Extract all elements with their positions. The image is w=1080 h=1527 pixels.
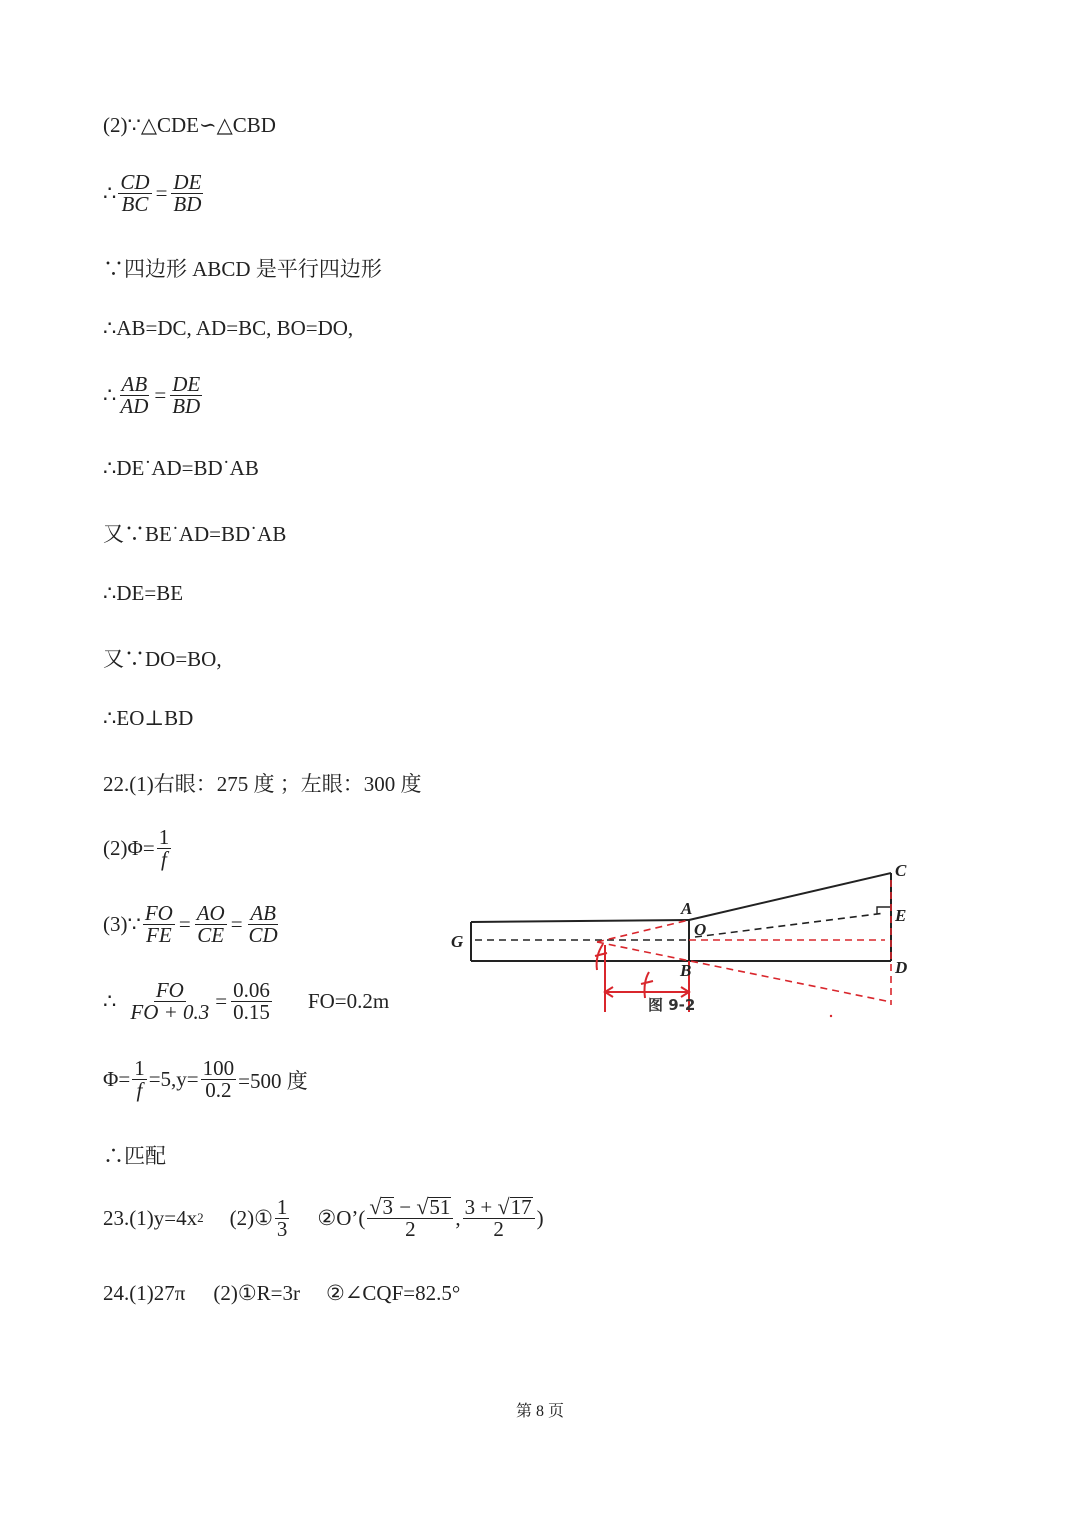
numerator	[463, 1196, 535, 1219]
numerator: 100	[202, 1056, 235, 1080]
line-12	[103, 827, 173, 870]
red-dot	[830, 1015, 832, 1017]
line-1	[103, 113, 276, 138]
text: 又∵DO=BO,	[103, 647, 222, 671]
label-e: E	[895, 906, 907, 925]
label-d: D	[895, 958, 908, 977]
fraction-sqrt-plus	[463, 1196, 535, 1240]
line-6	[103, 456, 259, 481]
radicand: 17	[510, 1195, 532, 1219]
fraction-ab-ad	[118, 374, 150, 417]
line-2	[103, 172, 205, 215]
denominator: 2	[493, 1217, 504, 1241]
numerator: DE	[173, 170, 202, 194]
fraction-1-f	[157, 827, 172, 870]
minus: −	[393, 1195, 417, 1219]
fraction-1-f	[132, 1058, 147, 1101]
fraction-ao-ce	[195, 903, 227, 946]
numerator: 1	[134, 1056, 145, 1080]
figure-9-2	[445, 860, 925, 1030]
line-11	[103, 768, 422, 798]
denominator: CE	[197, 923, 225, 947]
equals: =	[178, 912, 191, 936]
line-15	[103, 1058, 308, 1101]
numerator: AB	[250, 901, 276, 925]
text: ∵四边形 ABCD 是平行四边形	[103, 257, 382, 281]
numerator: DE	[172, 372, 201, 396]
text: 又∵BE˙AD=BD˙AB	[103, 522, 287, 546]
line-16	[103, 1140, 166, 1170]
numerator: AO	[196, 901, 225, 925]
text: (3)∵	[103, 912, 141, 936]
label-b: B	[680, 961, 692, 980]
denominator: CD	[248, 923, 278, 947]
result: FO=0.2m	[307, 989, 390, 1013]
text: 24.(1)27π	[103, 1281, 186, 1305]
line-18	[103, 1281, 460, 1306]
text: (2)①	[229, 1205, 273, 1230]
denominator: BC	[121, 192, 149, 216]
line-13	[103, 903, 282, 946]
numerator: FO	[144, 901, 173, 925]
red-f-length-mark	[641, 972, 653, 998]
equals: =	[154, 383, 167, 407]
red-ray-top	[597, 920, 689, 942]
text: (2)①R=3r	[213, 1281, 300, 1305]
sqrt: √ 3	[369, 1194, 393, 1219]
therefore: ∴	[103, 383, 117, 407]
text: ∴AB=DC, AD=BC, BO=DO,	[103, 316, 354, 340]
figure-caption: 图 9-2	[648, 996, 696, 1014]
fraction-100-02	[201, 1058, 237, 1101]
denominator: 2	[405, 1217, 416, 1241]
paren: )	[536, 1205, 544, 1230]
line-5	[103, 374, 204, 417]
page-number: 第 8 页	[515, 1403, 564, 1420]
radicand: 51	[429, 1195, 451, 1219]
label-g: G	[451, 932, 464, 951]
comma: ,	[455, 1205, 461, 1230]
denominator: BD	[172, 394, 201, 418]
text: ②O’(	[317, 1205, 366, 1230]
numerator: AB	[121, 372, 148, 396]
label-c: C	[895, 861, 907, 880]
text: =5,y=	[148, 1067, 199, 1091]
line-9	[103, 643, 222, 673]
denominator: 0.2	[205, 1078, 232, 1102]
line-10	[103, 706, 193, 731]
denominator: BD	[173, 192, 202, 216]
equals: =	[215, 989, 228, 1013]
line-4	[103, 316, 353, 341]
line-17: 23.(1)y=4x 2 (2)① $\frac{1}{3}$ ②O’( √ 3 − √ 51 2 , 3 + √ 17 2 )	[103, 1194, 544, 1241]
numerator: 0.06	[233, 978, 270, 1002]
fraction-fo-fo-plus	[128, 980, 211, 1023]
equals: =	[155, 181, 168, 205]
fraction-de-bd	[170, 374, 202, 417]
text: 23.(1)y=4x	[103, 1205, 198, 1230]
text: ∴匹配	[103, 1144, 166, 1168]
denominator: AD	[120, 394, 149, 418]
text: (2)Φ=	[103, 836, 155, 860]
numerator: 1	[276, 1194, 288, 1219]
text: =500 度	[238, 1068, 308, 1093]
tube-top	[471, 920, 689, 922]
denominator: f	[161, 847, 167, 871]
text: ∴DE=BE	[103, 581, 184, 605]
denominator: f	[136, 1078, 143, 1102]
sqrt: √ 51	[416, 1194, 451, 1219]
line-3	[103, 253, 382, 283]
therefore: ∴	[103, 989, 117, 1013]
denominator: FE	[146, 923, 172, 947]
ray-oe	[695, 913, 885, 937]
text: ②∠CQF=82.5°	[326, 1281, 461, 1305]
text: ∴EO⊥BD	[103, 706, 194, 730]
line-7	[103, 518, 286, 548]
numerator: 1	[158, 825, 170, 849]
numerator: FO	[155, 978, 184, 1002]
fraction-ab-cd	[247, 903, 280, 946]
text: ∴DE˙AD=BD˙AB	[103, 456, 259, 480]
label-o: O	[694, 920, 707, 939]
numerator: CD	[120, 170, 150, 194]
fraction-de-bd	[171, 172, 203, 215]
denominator: 3	[276, 1216, 288, 1241]
line-14	[103, 980, 389, 1023]
denominator: FO + 0.3	[130, 1000, 210, 1024]
equals: =	[230, 912, 243, 936]
fraction-sqrt-minus	[367, 1196, 453, 1240]
text: Φ=	[103, 1067, 131, 1091]
fraction-fo-fe	[143, 903, 175, 946]
label-a: A	[681, 899, 693, 918]
denominator: 0.15	[233, 1000, 270, 1024]
fraction-cd-bc	[118, 172, 151, 215]
line-8	[103, 581, 183, 606]
fraction-006-015	[231, 980, 272, 1023]
wide-top	[689, 873, 891, 920]
text: (2)∵△CDE∽△CBD	[103, 113, 276, 137]
radicand: 3	[382, 1195, 393, 1219]
text: 3 +	[464, 1195, 498, 1219]
text: 22.(1)右眼：275 度 ；左眼：300 度	[103, 772, 422, 796]
therefore: ∴	[103, 181, 117, 205]
fraction-1-3	[275, 1194, 290, 1241]
numerator	[367, 1196, 453, 1219]
sqrt: √ 17	[497, 1194, 532, 1219]
